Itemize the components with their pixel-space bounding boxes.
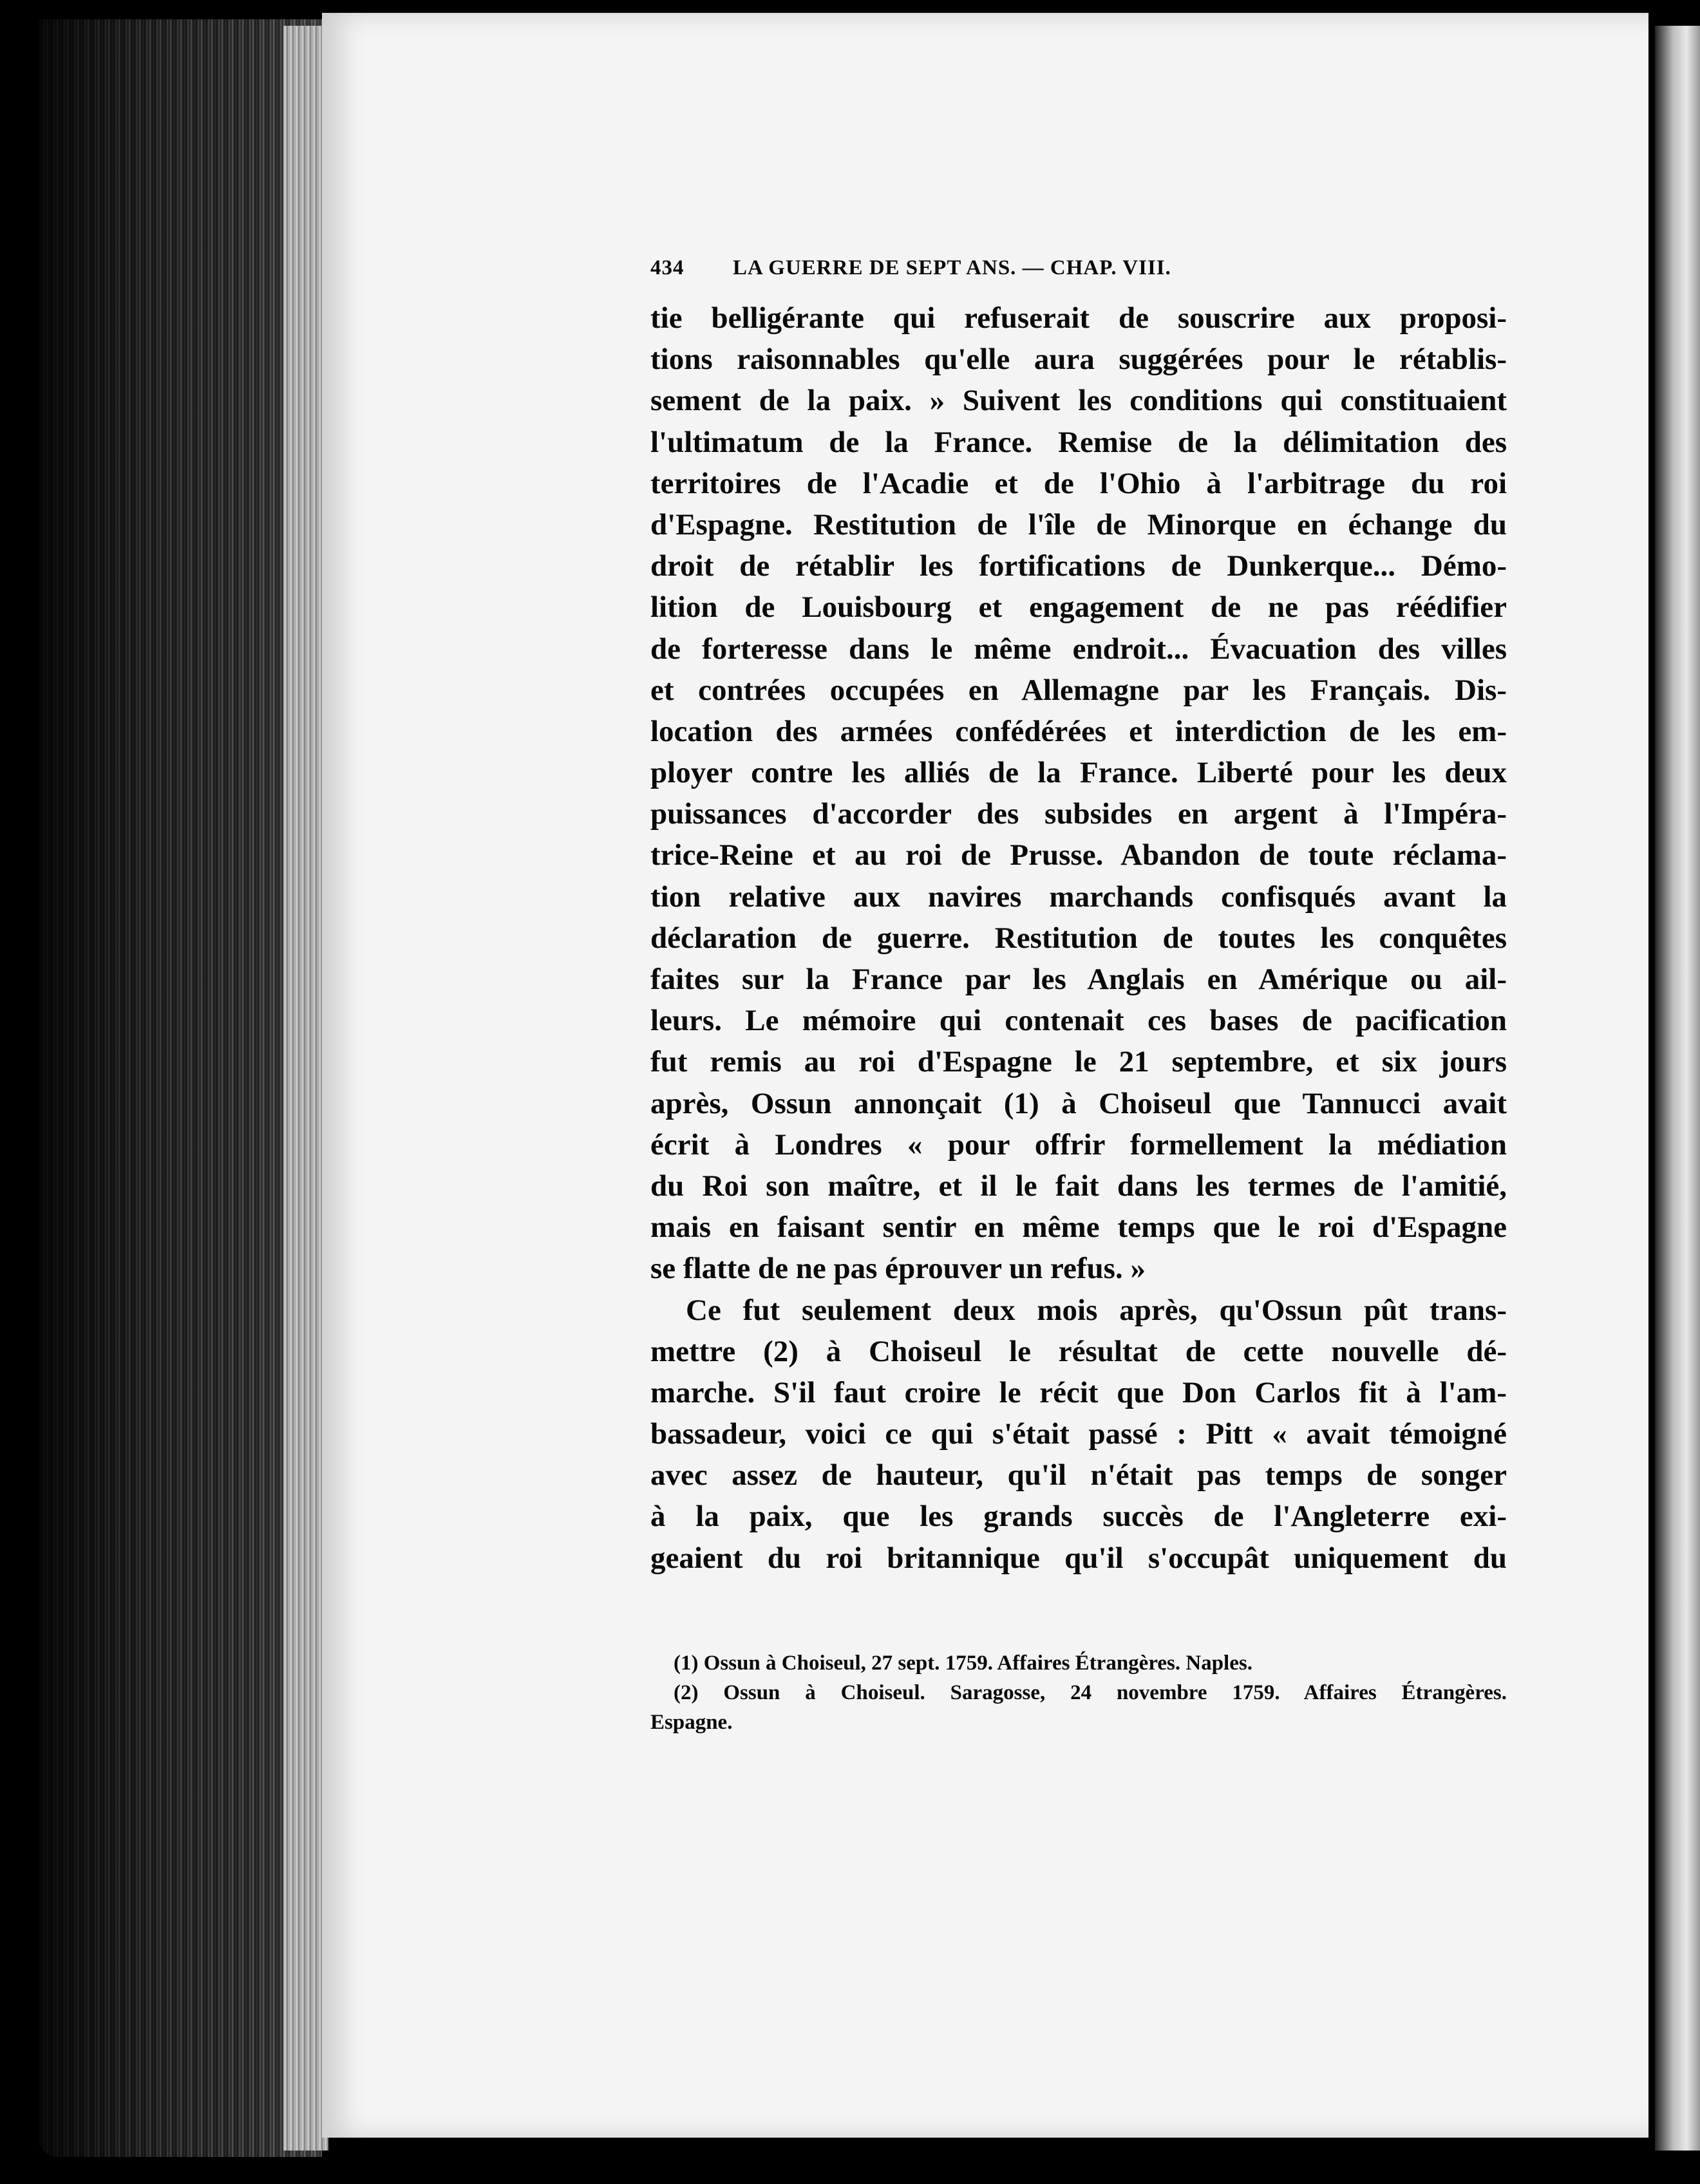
- text-line: sement de la paix. » Suivent les conditions qui constituaient: [650, 384, 1507, 418]
- footnotes: [650, 1648, 1507, 1737]
- text-line: à la paix, que les grands succès de l'Angleterre exi-: [650, 1500, 1507, 1534]
- text-line: marche. S'il faut croire le récit que Don Carlos fit à l'am-: [650, 1375, 1507, 1409]
- text-line: du Roi son maître, et il le fait dans les termes de l'amitié,: [650, 1169, 1507, 1203]
- text-line: bassadeur, voici ce qui s'était passé : Pitt « avait témoigné: [650, 1417, 1507, 1451]
- running-head-title: LA GUERRE DE SEPT ANS. — CHAP. VIII.: [733, 256, 1171, 279]
- text-line: lition de Louisbourg et engagement de ne pas réédifier: [650, 590, 1507, 625]
- text-line: location des armées confédérées et interdiction de les em-: [650, 714, 1507, 748]
- text-line: ployer contre les alliés de la France. Liberté pour les deux: [650, 756, 1507, 790]
- text-line: tion relative aux navires marchands confisqués avant la: [650, 880, 1507, 914]
- text-line: fut remis au roi d'Espagne le 21 septembre, et six jours: [650, 1045, 1507, 1079]
- text-line: faites sur la France par les Anglais en Amérique ou ail-: [650, 963, 1507, 996]
- facing-page-edge: [1655, 26, 1700, 2151]
- body-text: [650, 297, 1507, 1579]
- text-line: trice-Reine et au roi de Prusse. Abandon de toute réclama-: [650, 838, 1507, 872]
- text-line: avec assez de hauteur, qu'il n'était pas temps de songer: [650, 1458, 1507, 1492]
- text-line: Ce fut seulement deux mois après, qu'Ossun pût trans-: [686, 1293, 1507, 1327]
- footnote-1: (1) Ossun à Choiseul, 27 sept. 1759. Affaires Étrangères. Naples.: [674, 1651, 1252, 1675]
- text-line: écrit à Londres « pour offrir formellement la médiation: [650, 1127, 1507, 1162]
- text-line: se flatte de ne pas éprouver un refus. »: [650, 1252, 1146, 1286]
- footnote-2: (2) Ossun à Choiseul. Saragosse, 24 novembre 1759. Affaires Étrangères.: [674, 1680, 1507, 1704]
- running-head: [650, 256, 1507, 297]
- text-line: tions raisonnables qu'elle aura suggérées pour le rétablis-: [650, 343, 1507, 377]
- text-line: territoires de l'Acadie et de l'Ohio à l'arbitrage du roi: [650, 466, 1507, 500]
- footnote-2-continued: Espagne.: [650, 1710, 733, 1734]
- text-line: l'ultimatum de la France. Remise de la délimitation des: [650, 425, 1507, 459]
- text-line: d'Espagne. Restitution de l'île de Minorque en échange du: [650, 507, 1507, 541]
- text-line: tie belligérante qui refuserait de souscrire aux proposi-: [650, 301, 1507, 335]
- text-line: et contrées occupées en Allemagne par les Français. Dis-: [650, 673, 1507, 707]
- page-text-block: [650, 256, 1507, 1737]
- text-line: geaient du roi britannique qu'il s'occupât uniquement du: [650, 1541, 1507, 1575]
- text-line: puissances d'accorder des subsides en argent à l'Impéra-: [650, 797, 1507, 831]
- text-line: mais en faisant sentir en même temps que le roi d'Espagne: [650, 1210, 1507, 1245]
- text-line: après, Ossun annonçait (1) à Choiseul que Tannucci avait: [650, 1086, 1507, 1120]
- page-edges-shadow: [39, 19, 322, 2157]
- text-line: leurs. Le mémoire qui contenait ces bases de pacification: [650, 1004, 1507, 1038]
- text-line: de forteresse dans le même endroit... Évacuation des villes: [650, 632, 1507, 666]
- text-line: droit de rétablir les fortifications de Dunkerque... Démo-: [650, 549, 1507, 583]
- page-number: 434: [650, 256, 685, 279]
- text-line: mettre (2) à Choiseul le résultat de cette nouvelle dé-: [650, 1334, 1507, 1368]
- text-line: déclaration de guerre. Restitution de toutes les conquêtes: [650, 921, 1507, 955]
